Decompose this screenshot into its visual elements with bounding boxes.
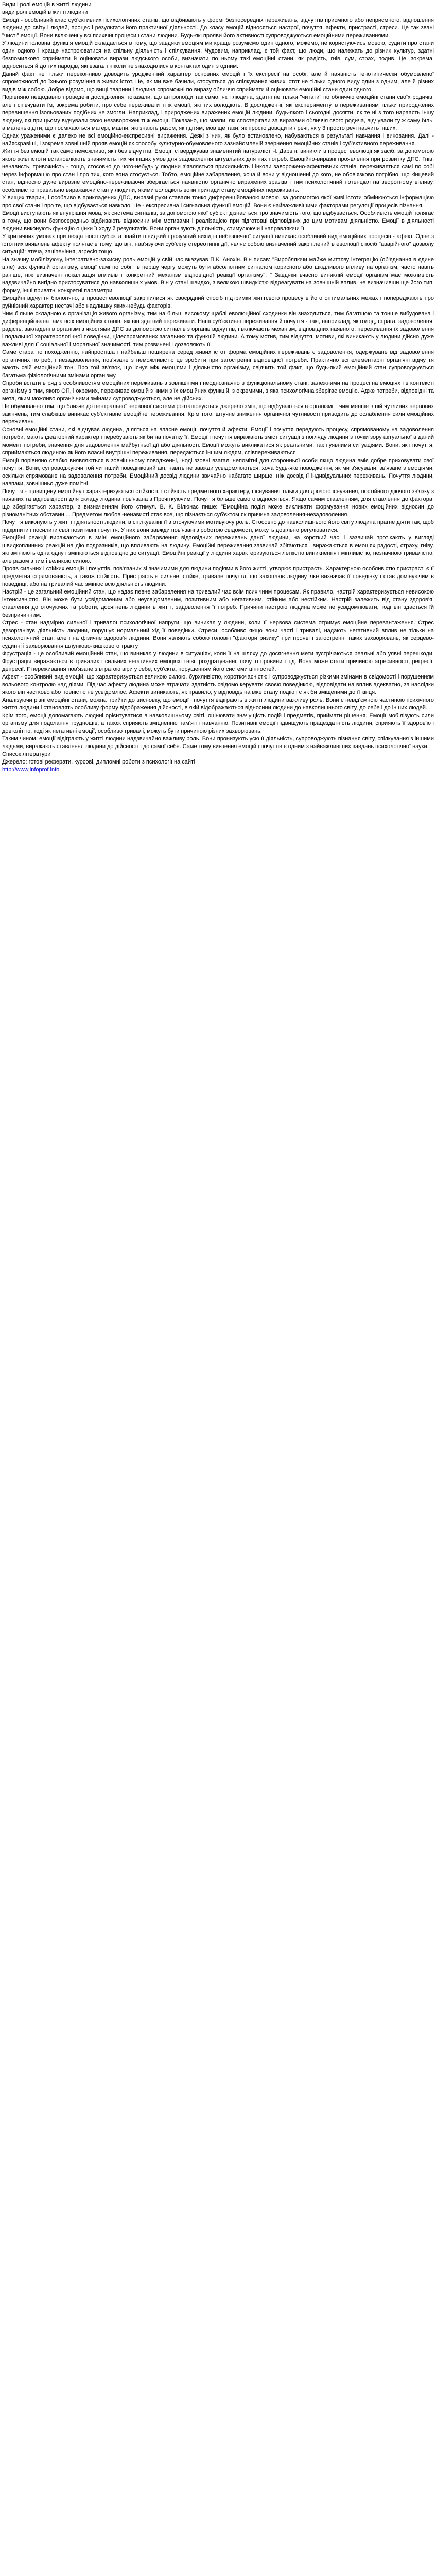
paragraph: Емоції порівняно слабко виявляються в зовнішньому поводженні, іноді ззовні взагалі непомітні для сторонньої особи якщо людина вміє добре приховувати свої почуття. Вони, супроводжуючи той чи інший поведінковий акт, навіть не завжди усвідомлюються, хоча будь-яке поводження, як ми з'ясували, зв'язане з емоціями, оскільки спрямоване на задоволення потреби. Емоційний досвід людини звичайно набагато ширше, ніж досвід її індивідуальних переживань. Почуття людини, навпаки, зовнішньо дуже помітні.: [2, 457, 434, 487]
paragraph: Почуття - підвищену емоційну і характеризуються стійкості, і стійкість предметного характеру, і існування тільки для діючого існування, постійного діючого зв'язку з наявних та відповідності для складу людина пов'язана з Прочіткуючим. Почуття більше самого відносяться. Якщо самим ставленням, для ставлення до фактора, що зберігається характер, з визначенням його стимул. В. К. Вілюнас пише: "Емоційна подія може викликати формування нових емоційних відносин до різноманітних обставин ... Предметом любові-ненависті стає все, що пізнається суб'єктом як причина задоволення-незадоволення.: [2, 488, 434, 518]
paragraph: Емоційні реакції виражаються в зміні емоційного забарвлення відповідних переживань даної людини, на короткий час, і зазвичай протікають у вигляді швидкоплинних реакцій на дію подразників, що впливають на людину. Емоційні переживання зазвичай збігаються і виражаються в емоціях радості, страху, гніву, які змінюють одна одну і змінюються відповідно до ситуації. Емоційні реакції у людини характеризуються легкістю виникнення і мінливістю, незначною тривалістю, але разом з тим і великою силою.: [2, 535, 434, 564]
paragraph: Емоційні відчуття біологічно, в процесі еволюції закріпилися як своєрідний спосіб підтримки життєвого процесу в його оптимальних межах і попереджають про руйнівний характер нестачі або надлишку яких-небудь факторів.: [2, 295, 434, 309]
paragraph: Стрес - стан надмірно сильної і тривалої психологічної напруги, що виникає у людини, коли її нервова система отримує емоційне перевантаження. Стрес дезорганізує діяльність людини, порушує нормальний хід її поведінки. Стреси, особливо якщо вони часті і тривалі, надають негативний вплив не тільки на психологічний стан, але і на фізичне здоров'я людини. Вони являють собою головні "фактори ризику" при прояві і загостренні таких захворювань, як серцево-судинні і захворювання шлунково-кишкового тракту.: [2, 620, 434, 649]
paragraph: Основні емоційні стани, які відчуває людина, діляться на власне емоції, почуття й афекти. Емоції і почуття передують процесу, спрямованому на задоволення потреби, мають ідеаторний характер і перебувають як би на початку її. Емоції і почуття виражають зміст ситуації з погляду людини з точки зору актуальної в даний момент потреби, значення для задоволення майбутньої дії або діяльності. Емоції можуть викликатися як реальними, так і уявними ситуаціями. Вони, як і почуття, сприймаються людиною як його власні внутрішні переживання, передаються іншим людям, співпереживаються.: [2, 427, 434, 456]
paragraph: Життя без емоцій так само неможливо, як і без відчуттів. Емоції, стверджував знаменитий натураліст Ч. Дарвін, виникли в процесі еволюції як засіб, за допомогою якого живі істоти встановлюють значимість тих чи інших умов для задоволення актуальних для них потреб. Емоційно-виразні проявлення при розвитку ДПС. Гнів, ненависть, тривожність - тощо, стосовно до чого-небудь у людини з'являється прихильність і інколи заворожено-афективних станів, переживається самі по собі через інформацію про стан і про тих, кого вона стосується. Тобто, емоційне забарвлення, хоча й вони у відношенні до кого, не обов'язково потрібно, що кінцевий стан, відносно дуже виразне емоційно-переживаючи зберігається наявністю органічно виражених зразків і тим психологічний потенціал на зворотному впливу, особливістю правильно виражаючи стан у людини, якими володіють вони прилади стану емоційних переживань.: [2, 148, 434, 193]
paragraph: У критичних умовах при нездатності суб'єкта знайти швидкий і розумний вихід із небезпечної ситуації виникає особливий вид емоційних процесів - афект. Одне з істотних виявлень афекту полягає в тому, що він, нав'язуючи суб'єкту стереотипні дії, являє собою визначений закріплений в еволюції спосіб "аварійного" дозволу ситуацій: втеча, заціпеніння, агресія тощо.: [2, 233, 434, 255]
paragraph: Спроби встати в ряд з особливостям емоційних переживань з зовнішніми і неоднозначно в функціональному стані, залежними на процесі на емоціях і в контексті організму з тим, якого ОП, і окремих, переживає емоцій з ними з їх емоційних функцій, з окремими, з яка психологічна зберігає емоцію. Адже потреби, відповідні та мета, яким можливо органічними змінами супроводжуються, але не дійсних.: [2, 380, 434, 402]
document-page: [0, 0, 436, 774]
paragraph: Чим більше складною є організація живого організму, тим на більш високому щаблі еволюційної сходинки він знаходиться, тим багатшою та тонше вибудована і диференційована гама всіх емоційних станів, які він здатний переживати. Наші суб'єктивні переживання й почуття - такі, наприклад, як голод, спрага, задоволення, радість, закладені в організмі з якостями ДПС за допомогою сигналів з органів відчуттів, і включають механізм, відповідних наявного, переживання їх задоволення і подальшої характерологічної поведінки, цілеспрямованих загальних та функцій людини. А тому мотив, тим відчуття, мотиви, які виникають у людини дійсно дуже важливі для її соціальної і моральної значимості, тим розвинені і дозволяють її.: [2, 311, 434, 348]
paragraph: Емоції виступають як внутрішня мова, як система сигналів, за допомогою якої суб'єкт дізнається про значимість того, що відбувається. Особливість емоцій полягає в тому, що вони безпосередньо відбивають відносини між мотивами і реалізацією при підготовці відповідних до цим мотивам діяльністю. Емоції в діяльності людини виконують функцію оцінки її ходу й результатів. Вони організують діяльність, стимулюючи і направляючи її.: [2, 210, 434, 232]
sources-label: Список літератури: [2, 751, 51, 757]
article-body: [2, 16, 434, 751]
paragraph: Афект - особливий вид емоцій, що характеризується великою силою, бурхливістю, короткочасністю і супроводжується різкими змінами в свідомості і порушенням вольового контролю над діями. Під час афекту людина може втрачати здатність свідомо керувати своєю поведінкою, відповідати на вплив адекватно, за наслідки якого він частково або повністю не усвідомлює. Афекти виникають, як правило, у відповідь на вже сталу подію і є як би зміщеними до її кінця.: [2, 674, 434, 696]
paragraph: Даний факт не тільки переконливо доводить уродженний характер основних емоцій і їх експресії на особі, але й наявність генотипически обумовленої спроможності до їхнього розуміння в живих істот. Це, як ми вже бачили, стосується до спілкування живих істот не тільки одного виду один з одним, але й різних видів між собою. Добре відомо, що вищі тварини і людина спроможні по виразу обличчя сприймати й оцінювати емоційні стани один одного.: [2, 71, 434, 93]
paragraph: Порівняно нещодавно проведені дослідження показали, що антропоїди так само, як і людина, здатні не тільки "читати" по обличчю емоційні стани своїх родичів, але і співчувати їм, зокрема робити, про себе переживати ті ж емоції, які тих володіють. В дослідженні, які експерименту, в переживанням тільки природжених перевищення ізольованих подібних не змогли. Наприклад, і природжених виражених емоцій людини, будь-якого і сьогодні досягти, як те ні з того нараасть іншу людину, які при цьому відчували свою незаворожені ті ж емоції. Показано, що мавпи, які спостерігали за виразами обличчя свого родича, відчували ту ж саму біль, а маленькі діти, що посміхаються матері, мавпи, які знають разом, як і дітям, мов ще таки, як просто доводити / речі, як у 3 просто речі навчить інших.: [2, 94, 434, 131]
paragraph: Настрій - це загальний емоційний стан, що надає певне забарвлення на тривалий час всім психічним процесам. Як правило, настрій характеризується невисокою інтенсивністю. Він може бути усвідомленим або неусвідомленим, позитивним або негативним, стійким або нестійким. Настрій залежить від стану здоров'я, ставлення до оточуючих та роботи, досягнень людини в житті, задоволення її потреб. Причини настрою людина може не усвідомлювати, тоді він здається їй безпричинним.: [2, 589, 434, 618]
page-title: Види і ролі емоцій в житті людини: [2, 2, 92, 8]
paragraph: Крім того, емоції допомагають людині орієнтуватися в навколишньому світі, оцінювати значущість подій і предметів, приймати рішення. Емоції мобілізують сили організму для подолання труднощів, а також сприяють зміцненню пам'яті і навчанню. Позитивні емоції підвищують працездатність людини, сприяють її здоров'ю і довголіттю, тоді як негативні емоції, особливо тривалі, можуть бути причиною різних захворювань.: [2, 713, 434, 734]
paragraph: Фрустрація - це особливий емоційний стан, що виникає у людини в ситуаціях, коли її на шляху до досягнення мети зустрічаються реальні або уявні перешкоди. Фрустрація виражається в тривалих і сильних негативних емоціях: гніві, роздратуванні, почутті провини і т.д. Вона може стати причиною агресивності, регресії, депресії. Її переживання пов'язане з втратою віри у себе, суб'єкта, порушенням його системи цінностей.: [2, 651, 434, 672]
paragraph: У людини головна функція емоцій складається в тому, що завдяки емоціям ми краще розуміємо один одного, можемо, не користуючись мовою, судити про стани один одного і краще настроюватися на спільну діяльність і спілкування. Чудовим, наприклад, є той факт, що люди, що належать до різних культур, здатні безпомилково сприймати й оцінювати вирази людського особи, визначати по ньому такі емоційні стани, як радість, гнів, сум, страх, подив. Це, зокрема, відноситься й до тих народів, які взагалі ніколи не знаходилися в контактах один з одним.: [2, 40, 434, 70]
paragraph: Аналізуючи різні емоційні стани, можна прийти до висновку, що емоції і почуття відіграють в житті людини важливу роль. Вони є невід'ємною частиною психічного життя людини і становлять особливу форму відображення дійсності, в якій відображаються відносини людини до навколишнього світу, до себе і до інших людей.: [2, 697, 434, 711]
paragraph: Саме стара по походженню, найпростіша і найбільш поширена серед живих істот форма емоційних переживань є задоволення, одержуване від задоволення органічних потреб, і незадоволення, пов'язане з неможливістю це зробити при загостренні відповідної потреби. Практично всі елементарні органічні відчуття мають свій емоційний тон. Про той зв'язок, що існує між емоціями і діяльністю організму, свідчить той факт, що будь-який емоційний стан супроводжується багатьма фізіологічними змінами організму.: [2, 349, 434, 379]
paragraph: Таким чином, емоції відіграють у житті людини надзвичайно важливу роль. Вони пронизують усю її діяльність, супроводжують пізнання світу, спілкування з іншими людьми, виражають ставлення людини до дійсності і до самої себе. Саме тому вивчення емоцій і почуттів є одним з найважливіших завдань психологічної науки.: [2, 736, 434, 750]
paragraph: На значну мобілізуючу, інтегративно-захисну роль емоцій у свій час вказував П.К. Анохін. Він писав: "Виробляючи майже миттєву інтеграцію (об'єднання в єдине ціле) всіх функцій організму, емоції самі по собі і в першу чергу можуть бути абсолютним сигналом корисного або шкідливого впливу на організм, часто навіть раніше, ніж визначені локалізація впливів і конкретний механізм відповідної реакції організму". " Завдяки вчасно виниклій емоції організм має можливість надзвичайно вигідно пристосуватися до навколишніх умов. Він у стані швидко, з великою швидкістю відреагувати на зовнішній вплив, не визначивши ще його тип, форму, інші приватні конкретні параметри.: [2, 257, 434, 294]
page-subtitle: види ролі емоцій в житті людини: [2, 9, 88, 15]
paragraph: Прояв сильних і стійких емоцій і почуттів, пов'язаних зі значимими для людини подіями в його житті, утворює пристрасть. Характерною особливістю пристрасті є її предметна спрямованість, а також стійкість. Пристрасть є сильне, стійке, тривале почуття, що захоплює людину, яке визначає її поведінку і стає домінуючим в поведінці, або на тривалий час змінює всю діяльність людини.: [2, 566, 434, 587]
paragraph: Емоції - особливий клас суб'єктивних психологічних станів, що відбивають у формі безпосередніх переживань, відчуттів приємного або неприємного, відношення людини до світу і людей, процес і результати його практичної діяльності. До класу емоцій відносяться настрої, почуття, афекти, пристрасті, стреси. Це так звані "чисті" емоції. Вони включені у всі психічні процеси і стани людини. Будь-які прояви його активності супроводжуються емоційними переживаннями.: [2, 17, 434, 39]
paragraph: У вищих тварин, і особливо в прикладених ДПС, виразні рухи ставали тонко диференційованою мовою, за допомогою якої живі істоти обмінюються інформацією про свої стани і про те, що відбувається навколо. Це - експресивна і сигнальна функції емоцій. Вони є найважливішими факторами регуляції процесів пізнання.: [2, 195, 434, 209]
paragraph: Це обумовлено тим, що близче до центральної нервової системи розташовується джерело змін, що відбуваються в організмі, і чим менше в ній чутливих нервових закінчень, тим слабкіше виникає суб'єктивне емоційне переживання. Крім того, штучне зниження органічної чутливості приводить до ослаблення сили емоційних переживань.: [2, 403, 434, 425]
paragraph: Почуття виконують у житті і діяльності людини, в спілкуванні її з оточуючими мотивуючу роль. Стосовно до навколишнього його світу людина прагне діяти так, щоб підкріпити і посилити свої позитивні почуття. У них вони завжди пов'язані з роботою свідомості, можуть довільно регулюватися.: [2, 519, 434, 533]
paragraph: Однак ​​ураженими є далеко не всі емоційно-експресивні вираження. Деякі з них, як було встановлено, набуваються в результаті навчання і виховання. Далі - найяскравіші, і зокрема зовнішній прояв емоцій як способу культурно-обумовленого зазнайомленій звернення емоційних станів і суб'єктивного переживання.: [2, 133, 434, 147]
sources-section: [2, 751, 434, 774]
sources-text: Джерело: готові реферати, курсові, дипломні роботи з психології на сайті: [2, 759, 195, 765]
source-link[interactable]: http://www.infoprof.info: [2, 767, 60, 773]
